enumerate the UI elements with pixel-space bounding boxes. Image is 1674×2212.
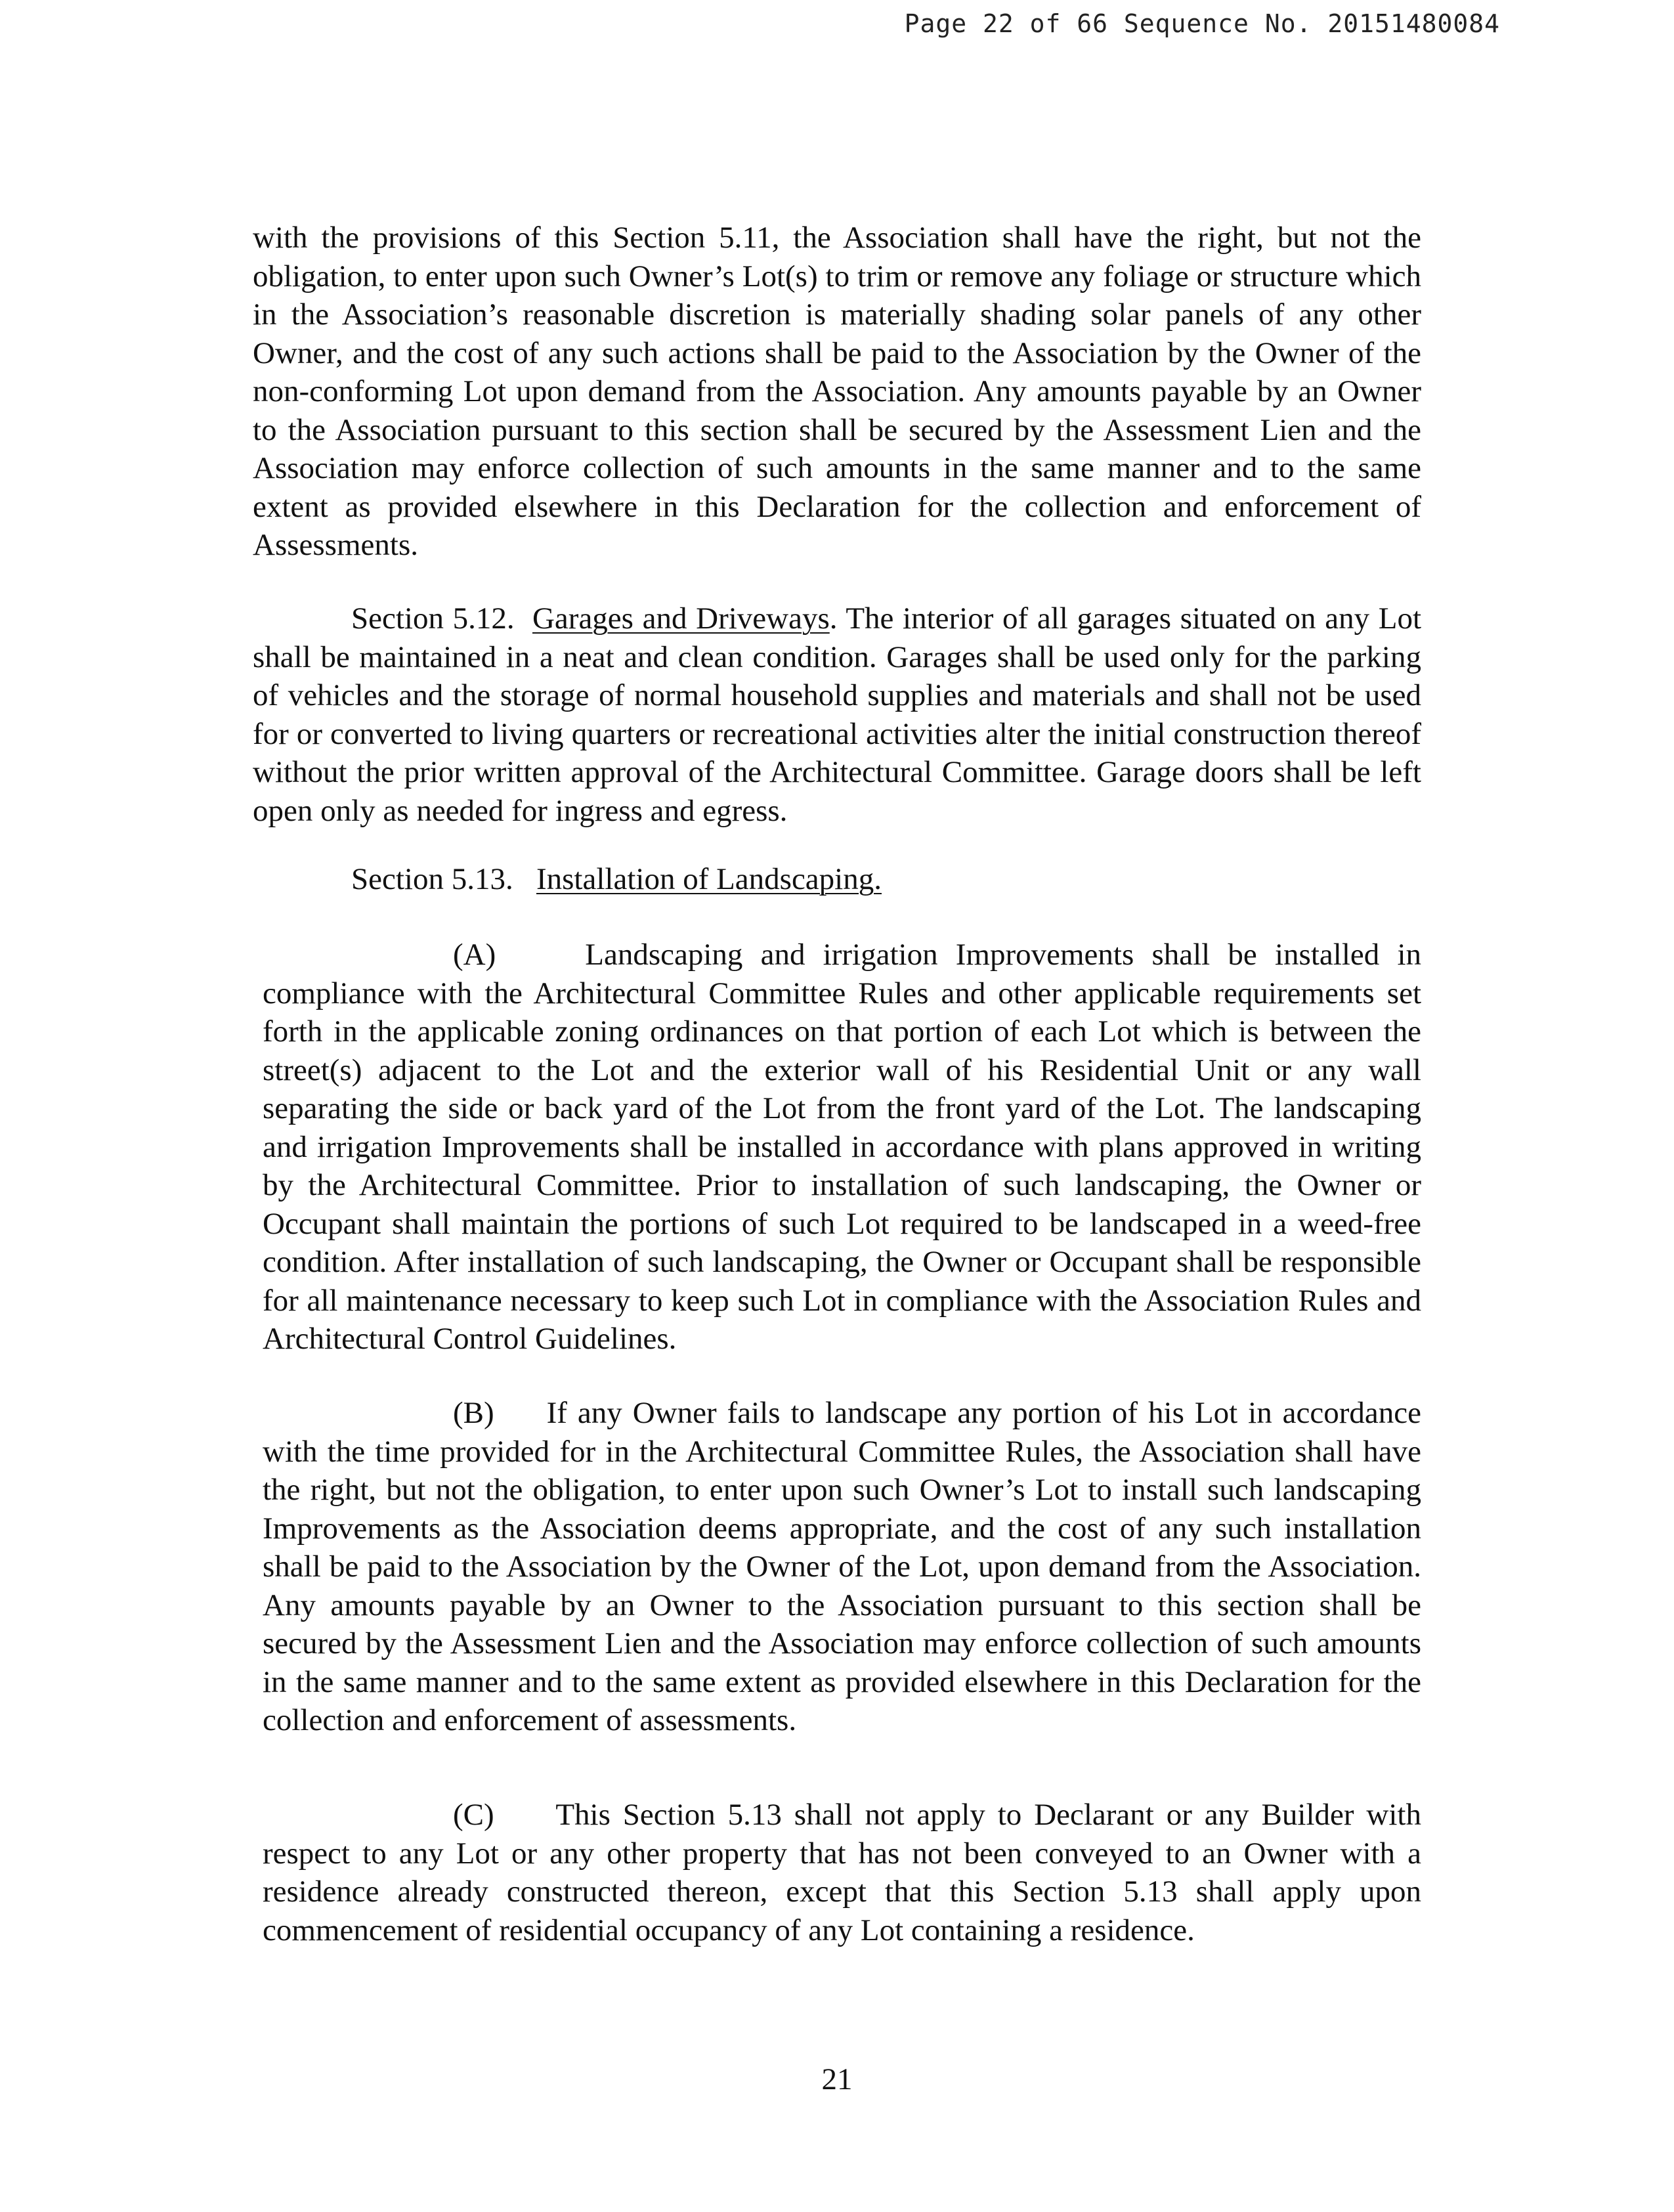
- subsection-c-body: This Section 5.13 shall not apply to Declarant or any Builder with respect to any Lot or any other property that has not been conveyed to an Owner with a residence already constructed thereon, except that this Section 5.13 shall apply upon commencement of residential occupancy of any Lot containing a residence.: [263, 1798, 1421, 1947]
- heading-section-5-13: [253, 860, 1421, 899]
- subsection-c-label: (C): [453, 1798, 494, 1832]
- section-5-13-title: Installation of Landscaping.: [536, 862, 882, 896]
- page-number: 21: [821, 2062, 853, 2096]
- subsection-c: [263, 1796, 1421, 1949]
- subsection-a-label: (A): [453, 938, 496, 972]
- section-5-12-title: Garages and Driveways: [532, 601, 830, 636]
- subsection-b-body: If any Owner fails to landscape any portion of his Lot in accordance with the time provided for in the Architectural Committee Rules, the Association shall have the right, but not the obligation, to enter upon such Owner’s Lot to install such landscaping Improvements as the Association deems appropriate, and the cost of any such installation shall be paid to the Association by the Owner of the Lot, upon demand from the Association. Any amounts payable by an Owner to the Association pursuant to this section shall be secured by the Assessment Lien and the Association may enforce collection of such amounts in the same manner and to the same extent as provided elsewhere in this Declaration for the collection and enforcement of assessments.: [263, 1396, 1421, 1737]
- paragraph-section-5-11-continuation: with the provisions of this Section 5.11, the Association shall have the right, but not the obligation, to enter upon such Owner’s Lot(s) to trim or remove any foliage or structure which in the Association’s reasonable discretion is materially shading solar panels of any other Owner, and the cost of any such actions shall be paid to the Association by the Owner of the non-conforming Lot upon demand from the Association. Any amounts payable by an Owner to the Association pursuant to this section shall be secured by the Assessment Lien and the Association may enforce collection of such amounts in the same manner and to the same extent as provided elsewhere in this Declaration for the collection and enforcement of Assessments.: [253, 221, 1421, 562]
- section-5-13-number: Section 5.13.: [351, 862, 513, 896]
- paragraph-section-5-12: [253, 599, 1421, 830]
- section-5-12-body: . The interior of all garages situated on any Lot shall be maintained in a neat and clean condition. Garages shall be used only for the parking of vehicles and the storage of normal household supplies and materials and shall not be used for or converted to living quarters or recreational activities alter the initial construction thereof without the prior written approval of the Architectural Committee. Garage doors shall be left open only as needed for ingress and egress.: [253, 601, 1422, 828]
- page-header: Page 22 of 66 Sequence No. 20151480084: [904, 9, 1500, 38]
- subsection-a-body: Landscaping and irrigation Improvements shall be installed in compliance with the Architectural Committee Rules and other applicable requirements set forth in the applicable zoning ordinances on that portion of each Lot which is between the street(s) adjacent to the Lot and the exterior wall of his Residential Unit or any wall separating the side or back yard of the Lot from the front yard of the Lot. The landscaping and irrigation Improvements shall be installed in accordance with plans approved in writing by the Architectural Committee. Prior to installation of such landscaping, the Owner or Occupant shall maintain the portions of such Lot required to be landscaped in a weed-free condition. After installation of such landscaping, the Owner or Occupant shall be responsible for all maintenance necessary to keep such Lot in compliance with the Association Rules and Architectural Control Guidelines.: [263, 938, 1421, 1356]
- section-5-12-number: Section 5.12.: [351, 601, 515, 636]
- subsection-b-label: (B): [453, 1396, 494, 1430]
- subsection-a: [263, 936, 1421, 1358]
- subsection-b: [263, 1394, 1421, 1740]
